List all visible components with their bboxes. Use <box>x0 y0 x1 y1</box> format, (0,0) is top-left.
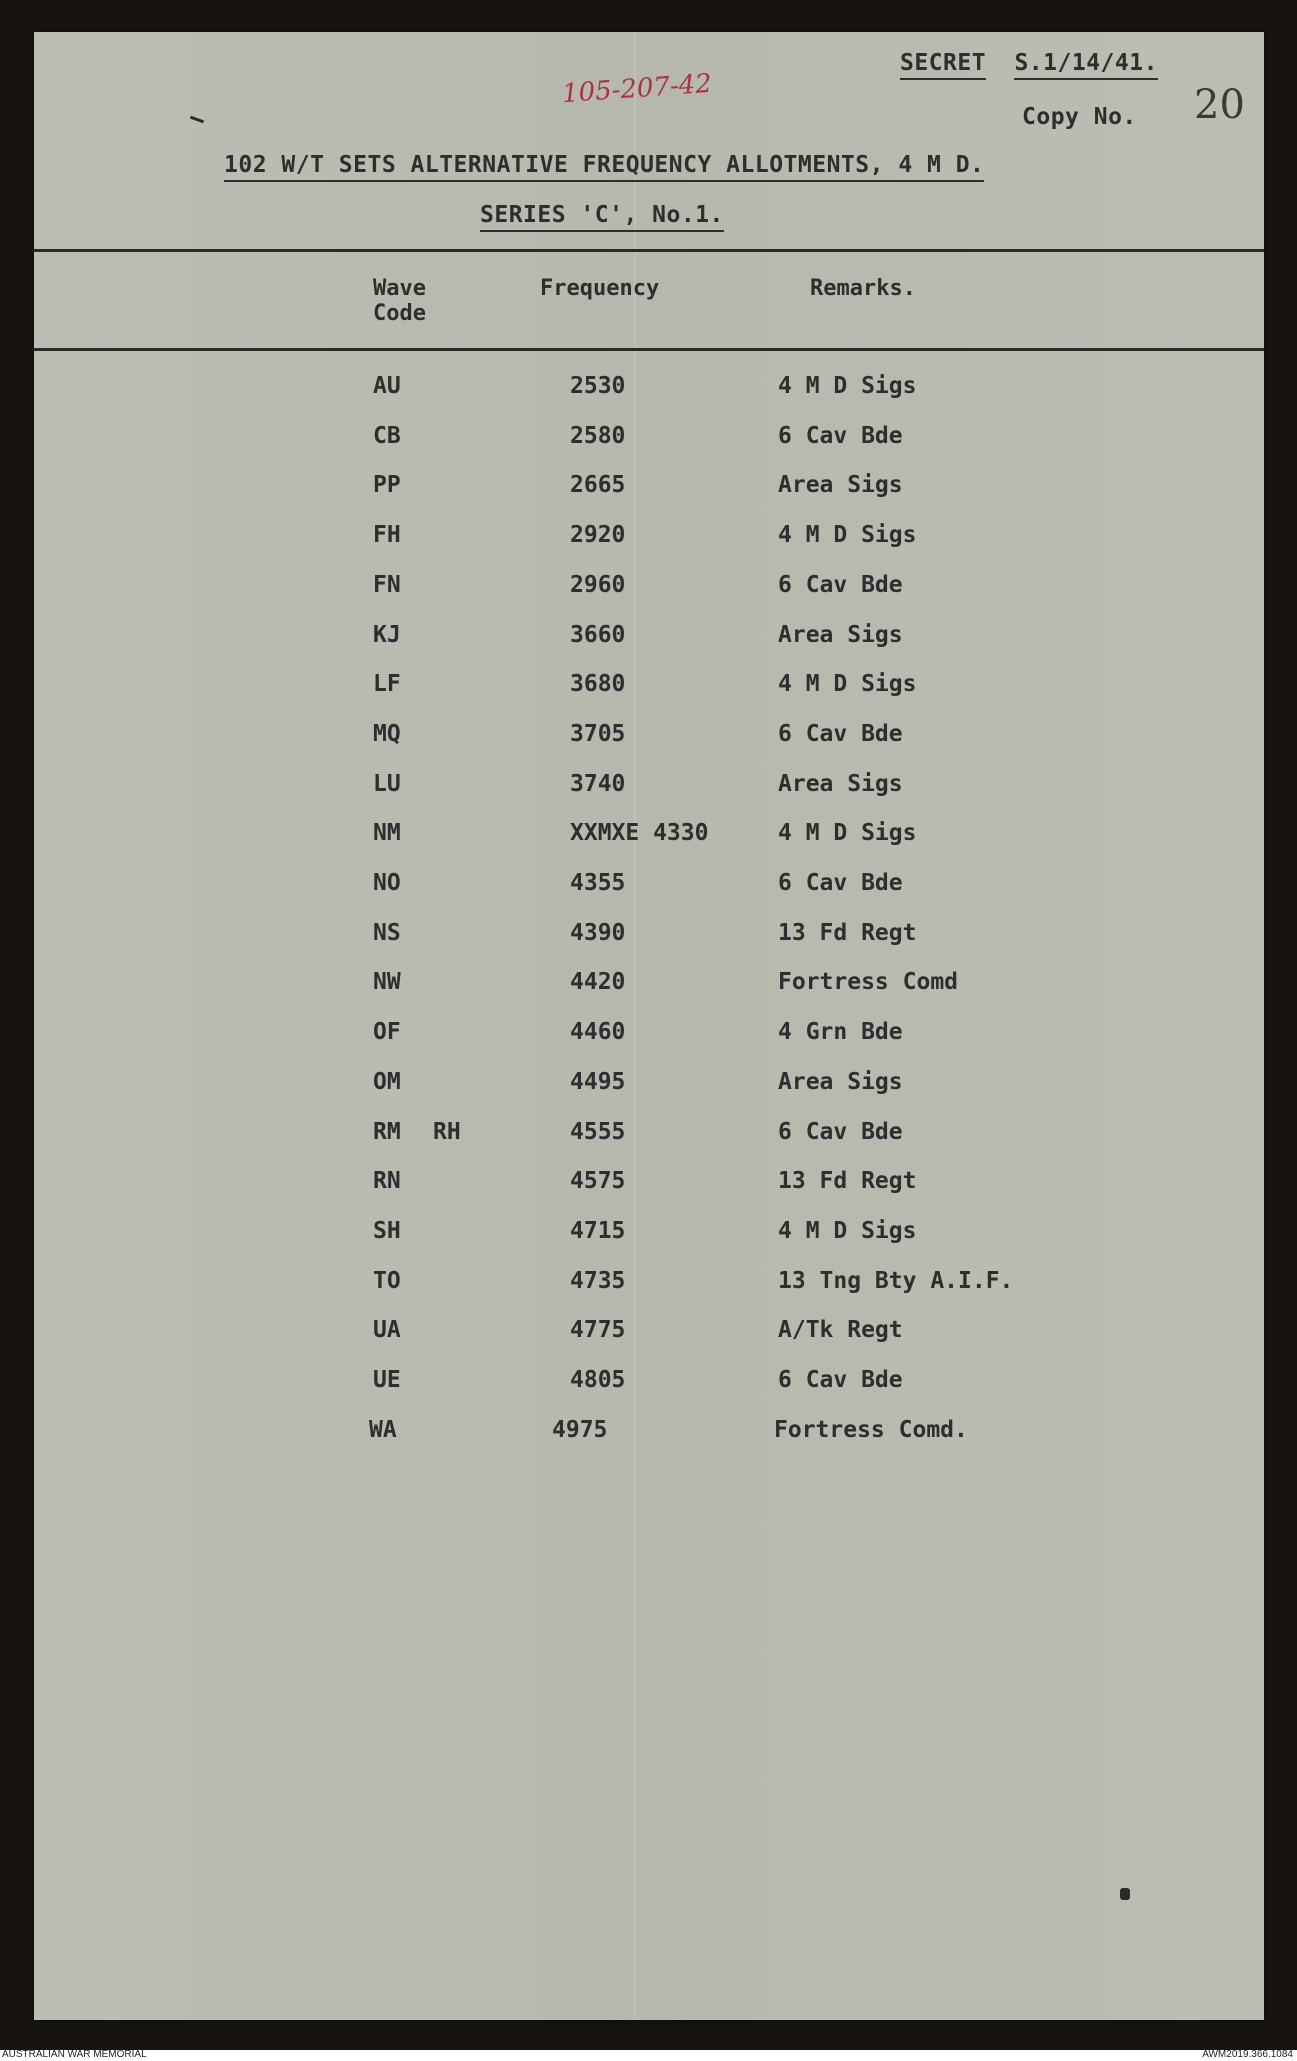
frequency-value: 3705 <box>570 721 626 747</box>
frequency-value: 4355 <box>570 870 626 896</box>
table-row <box>0 1417 1297 1447</box>
table-row <box>0 423 1297 453</box>
frequency-value: 3740 <box>570 771 626 797</box>
frequency-value: 4715 <box>570 1218 626 1244</box>
remarks-value: Area Sigs <box>778 771 903 797</box>
table-row <box>0 472 1297 502</box>
table-row <box>0 920 1297 950</box>
frequency-value: 4555 <box>570 1119 626 1145</box>
document-reference: S.1/14/41. <box>1014 50 1157 80</box>
frequency-value: XXMXE 4330 <box>570 820 709 846</box>
frequency-value: 4495 <box>570 1069 626 1095</box>
wave-code: UE <box>373 1367 401 1393</box>
wave-code: RM <box>373 1119 401 1145</box>
frequency-value: 4420 <box>570 969 626 995</box>
remarks-value: 4 M D Sigs <box>778 671 917 697</box>
table-row <box>0 1268 1297 1298</box>
wave-code: FN <box>373 572 401 598</box>
document-title <box>224 152 984 178</box>
remarks-value: Area Sigs <box>778 1069 903 1095</box>
remarks-value: 4 M D Sigs <box>778 1218 917 1244</box>
wave-code: UA <box>373 1317 401 1343</box>
header-frequency: Frequency <box>540 276 660 301</box>
table-row <box>0 1317 1297 1347</box>
table-top-rule <box>34 249 1264 252</box>
table-row <box>0 1119 1297 1149</box>
remarks-value: 4 Grn Bde <box>778 1019 903 1045</box>
header-wave-code <box>373 276 426 326</box>
classification-mark: SECRET <box>900 50 986 80</box>
wave-code: NS <box>373 920 401 946</box>
frequency-value: 3660 <box>570 622 626 648</box>
frequency-value: 2665 <box>570 472 626 498</box>
header-wave-code-line1: Wave <box>373 276 426 301</box>
frequency-value: 4775 <box>570 1317 626 1343</box>
remarks-value: 6 Cav Bde <box>778 1367 903 1393</box>
wave-code: NM <box>373 820 401 846</box>
table-row <box>0 870 1297 900</box>
table-row <box>0 522 1297 552</box>
wave-code: KJ <box>373 622 401 648</box>
wave-code: RN <box>373 1168 401 1194</box>
alt-wave-code: RH <box>433 1119 461 1145</box>
remarks-value: 13 Fd Regt <box>778 920 917 946</box>
document-subtitle <box>480 202 724 228</box>
wave-code: NO <box>373 870 401 896</box>
frequency-value: 2580 <box>570 423 626 449</box>
scan-mark <box>1120 1888 1130 1900</box>
table-row <box>0 969 1297 999</box>
wave-code: PP <box>373 472 401 498</box>
frequency-value: 2920 <box>570 522 626 548</box>
table-row <box>0 671 1297 701</box>
footer-left: AUSTRALIAN WAR MEMORIAL <box>2 2049 147 2060</box>
frequency-value: 2960 <box>570 572 626 598</box>
table-row <box>0 1367 1297 1397</box>
document-title-text: 102 W/T SETS ALTERNATIVE FREQUENCY ALLOTMENTS, 4 M D. <box>224 152 984 182</box>
header-bottom-rule <box>34 348 1264 351</box>
frequency-value: 2530 <box>570 373 626 399</box>
copy-label: Copy No. <box>1022 104 1137 130</box>
wave-code: SH <box>373 1218 401 1244</box>
frequency-value: 4390 <box>570 920 626 946</box>
classification-block <box>900 50 1158 76</box>
frequency-value: 4975 <box>552 1417 608 1443</box>
handwritten-reference: 105-207-42 <box>561 68 713 110</box>
footer-right: AWM2019.366.1084 <box>1202 2049 1293 2060</box>
header-remarks: Remarks. <box>810 276 916 301</box>
wave-code: OF <box>373 1019 401 1045</box>
remarks-value: 4 M D Sigs <box>778 373 917 399</box>
copy-number: 20 <box>1194 82 1245 128</box>
wave-code: CB <box>373 423 401 449</box>
frequency-value: 4575 <box>570 1168 626 1194</box>
remarks-value: 6 Cav Bde <box>778 423 903 449</box>
table-row <box>0 820 1297 850</box>
remarks-value: 6 Cav Bde <box>778 572 903 598</box>
table-row <box>0 1218 1297 1248</box>
table-row <box>0 622 1297 652</box>
wave-code: TO <box>373 1268 401 1294</box>
table-row <box>0 1069 1297 1099</box>
wave-code: LF <box>373 671 401 697</box>
remarks-value: Area Sigs <box>778 472 903 498</box>
frequency-value: 4460 <box>570 1019 626 1045</box>
remarks-value: 13 Fd Regt <box>778 1168 917 1194</box>
frequency-value: 3680 <box>570 671 626 697</box>
wave-code: OM <box>373 1069 401 1095</box>
table-row <box>0 373 1297 403</box>
remarks-value: Fortress Comd <box>778 969 959 995</box>
wave-code: FH <box>373 522 401 548</box>
remarks-value: A/Tk Regt <box>778 1317 903 1343</box>
wave-code: NW <box>373 969 401 995</box>
remarks-value: 4 M D Sigs <box>778 522 917 548</box>
document-subtitle-text: SERIES 'C', No.1. <box>480 202 724 232</box>
table-row <box>0 572 1297 602</box>
remarks-value: Area Sigs <box>778 622 903 648</box>
table-row <box>0 771 1297 801</box>
table-row <box>0 1019 1297 1049</box>
wave-code: WA <box>369 1417 397 1443</box>
remarks-value: 4 M D Sigs <box>778 820 917 846</box>
header-wave-code-line2: Code <box>373 301 426 326</box>
frequency-value: 4735 <box>570 1268 626 1294</box>
remarks-value: 13 Tng Bty A.I.F. <box>778 1268 1014 1294</box>
wave-code: AU <box>373 373 401 399</box>
wave-code: LU <box>373 771 401 797</box>
remarks-value: Fortress Comd. <box>774 1417 968 1443</box>
wave-code: MQ <box>373 721 401 747</box>
table-row <box>0 1168 1297 1198</box>
remarks-value: 6 Cav Bde <box>778 870 903 896</box>
remarks-value: 6 Cav Bde <box>778 721 903 747</box>
frequency-value: 4805 <box>570 1367 626 1393</box>
remarks-value: 6 Cav Bde <box>778 1119 903 1145</box>
table-row <box>0 721 1297 751</box>
